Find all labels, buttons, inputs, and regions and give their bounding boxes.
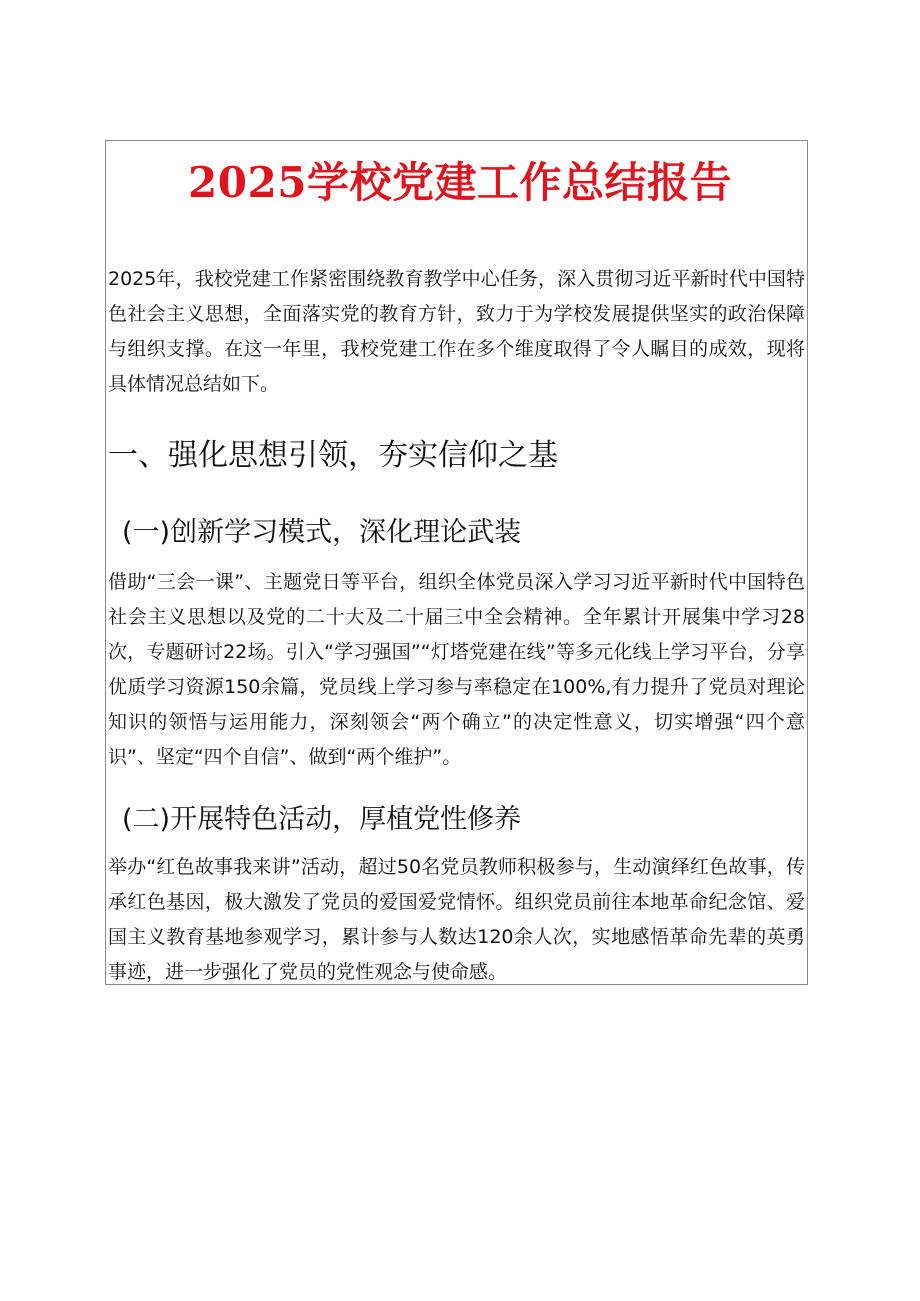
section-heading-1: 一、强化思想引领，夯实信仰之基 — [108, 438, 558, 473]
document-title: 2025学校党建工作总结报告 — [188, 158, 732, 207]
subsection-body-1-1: 借助“三会一课”、主题党日等平台，组织全体党员深入学习习近平新时代中国特色社会主义思想以及党的二十大及二十届三中全会精神。全年累计开展集中学习28次，专题研讨22场。引入“学习强国”“灯塔党建在线”等多元化线上学习平台，分享优质学习资源150余篇，党员线上学习参与率稳定在100%,有力提升了党员对理论知识的领悟与运用能力，深刻领会“两个确立”的决定性意义，切实增强“四个意识”、坚定“四个自信”、做到“两个维护”。 — [108, 571, 805, 768]
subsection-body-1-2: 举办“红色故事我来讲”活动，超过50名党员教师积极参与，生动演绎红色故事，传承红色基因，极大激发了党员的爱国爱党情怀。组织党员前往本地革命纪念馆、爱国主义教育基地参观学习，累计参与人数达120余人次，实地感悟革命先辈的英勇事迹，进一步强化了党员的党性观念与使命感。 — [108, 856, 805, 983]
intro-paragraph: 2025年，我校党建工作紧密围绕教育教学中心任务，深入贯彻习近平新时代中国特色社会主义思想，全面落实党的教育方针，致力于为学校发展提供坚实的政治保障与组织支撑。在这一年里，我校党建工作在多个维度取得了令人瞩目的成效，现将具体情况总结如下。 — [108, 268, 805, 395]
subsection-heading-1-1: (一)创新学习模式，深化理论武装 — [122, 517, 522, 548]
subsection-heading-1-2: (二)开展特色活动，厚植党性修养 — [122, 804, 522, 835]
